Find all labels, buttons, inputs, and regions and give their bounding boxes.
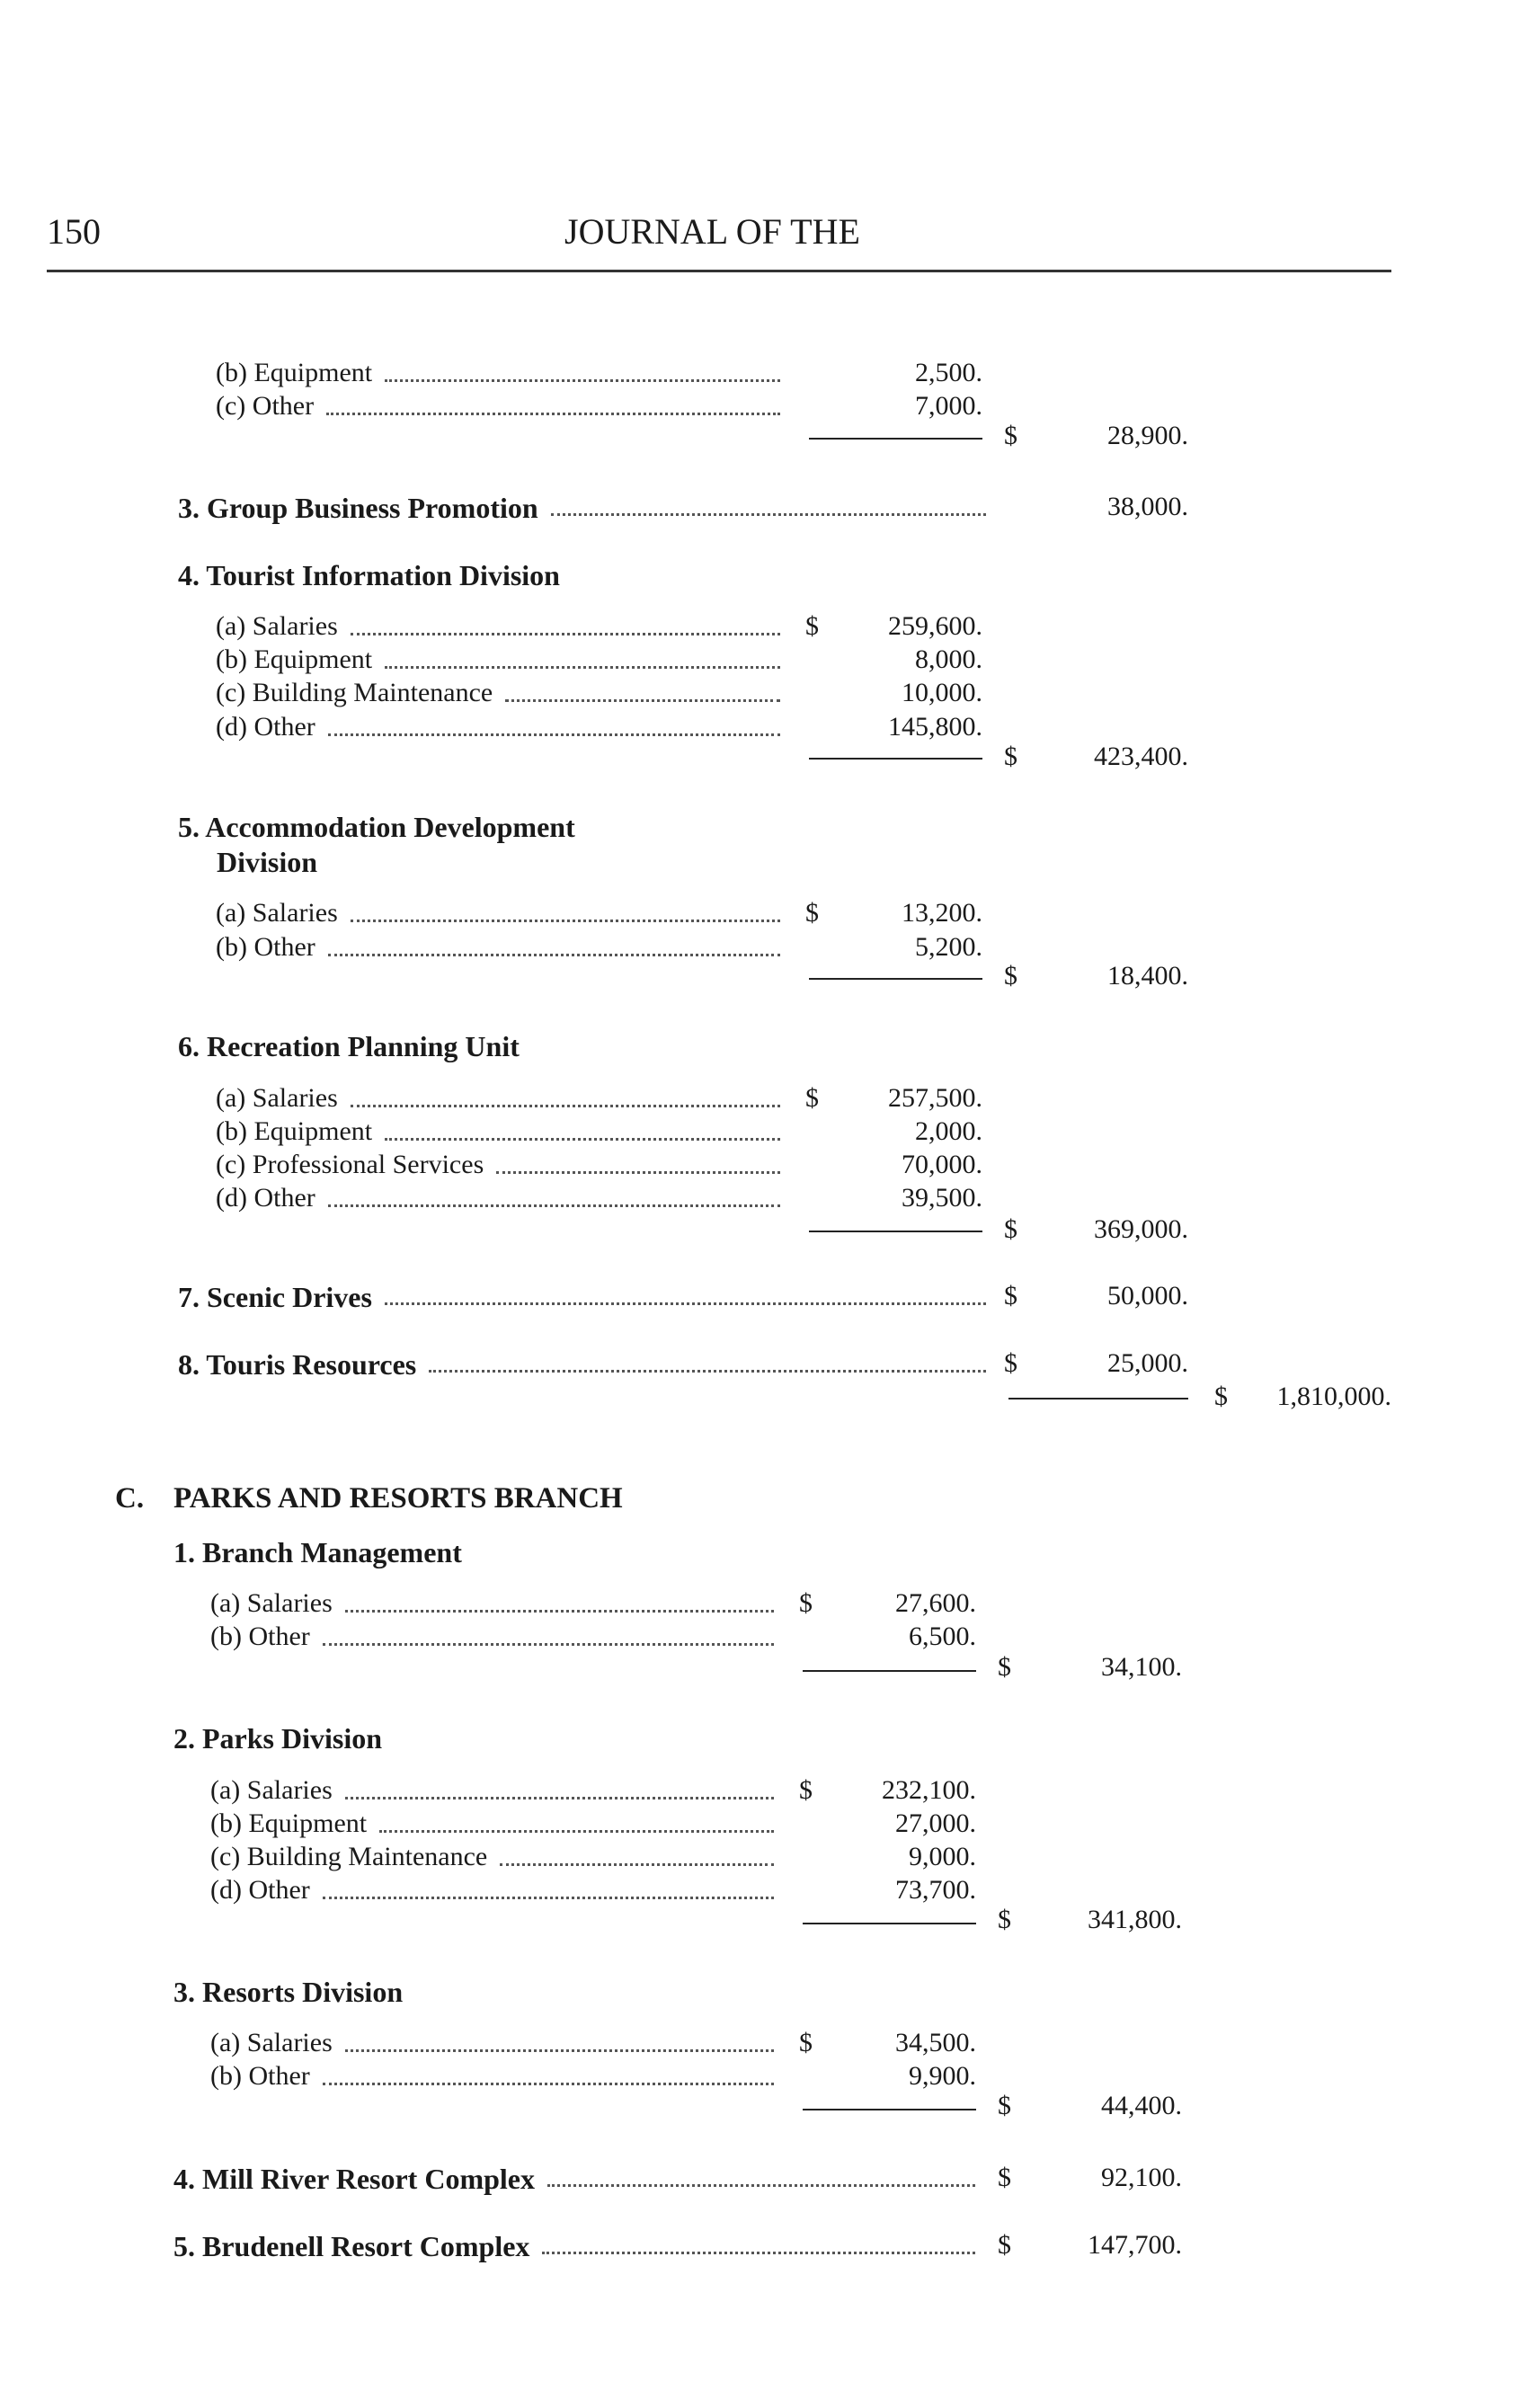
- amount: 34,500.: [895, 2028, 976, 2057]
- subtotal-rule: [803, 1923, 976, 1924]
- amount: 9,900.: [909, 2061, 976, 2091]
- dot-leader: [385, 666, 780, 669]
- subtotal-amount: 34,100.: [1101, 1652, 1182, 1682]
- line-item-label: (b) Equipment: [216, 358, 373, 387]
- currency-symbol: $: [805, 898, 819, 928]
- line-item-label: (d) Other: [216, 1183, 315, 1213]
- line-item-label: (a) Salaries: [210, 1775, 333, 1805]
- currency-symbol: $: [805, 611, 819, 641]
- subtotal-rule: [1008, 1398, 1188, 1399]
- dot-leader: [385, 1138, 780, 1141]
- section-heading: 6. Recreation Planning Unit: [178, 1030, 520, 1062]
- subtotal-rule: [809, 1231, 982, 1232]
- line-item-label: (a) Salaries: [216, 898, 338, 928]
- dot-leader: [385, 1302, 986, 1305]
- subtotal-amount: 28,900.: [1107, 421, 1188, 450]
- section-heading: 4. Tourist Information Division: [178, 559, 560, 591]
- section-heading: Division: [217, 846, 318, 878]
- amount: 257,500.: [888, 1083, 982, 1113]
- amount: 13,200.: [902, 898, 982, 928]
- line-item-label: (b) Equipment: [216, 644, 373, 674]
- amount: 145,800.: [888, 712, 982, 742]
- amount: 73,700.: [895, 1875, 976, 1905]
- currency-symbol: $: [998, 2091, 1011, 2120]
- dot-leader: [379, 1830, 774, 1833]
- section-heading: 3. Group Business Promotion: [178, 492, 538, 524]
- currency-symbol: $: [1004, 1281, 1017, 1311]
- amount: 9,000.: [909, 1842, 976, 1871]
- currency-symbol: $: [799, 1775, 813, 1805]
- amount: 2,000.: [915, 1116, 982, 1146]
- currency-symbol: $: [1004, 1214, 1017, 1244]
- currency-symbol: $: [1214, 1382, 1228, 1411]
- dot-leader: [326, 413, 780, 415]
- currency-symbol: $: [1004, 961, 1017, 991]
- line-item-label: (a) Salaries: [216, 611, 338, 641]
- line-item-label: (c) Building Maintenance: [210, 1842, 488, 1871]
- amount: 7,000.: [915, 391, 982, 421]
- dot-leader: [385, 379, 780, 382]
- page-title: JOURNAL OF THE: [564, 211, 860, 252]
- section-heading: C.: [115, 1482, 145, 1515]
- line-item-label: (d) Other: [216, 712, 315, 742]
- line-item-label: (a) Salaries: [210, 2028, 333, 2057]
- dot-leader: [505, 699, 780, 702]
- dot-leader: [323, 1897, 774, 1899]
- amount: 50,000.: [1107, 1281, 1188, 1311]
- section-heading: 3. Resorts Division: [173, 1976, 404, 2008]
- dot-leader: [551, 513, 986, 516]
- amount: 10,000.: [902, 678, 982, 707]
- subtotal-amount: 423,400.: [1094, 742, 1188, 771]
- amount: 8,000.: [915, 644, 982, 674]
- dot-leader: [345, 1797, 774, 1799]
- subtotal-rule: [803, 1670, 976, 1672]
- dot-leader: [345, 2049, 774, 2052]
- section-heading: 4. Mill River Resort Complex: [173, 2163, 535, 2195]
- currency-symbol: $: [998, 2230, 1011, 2260]
- currency-symbol: $: [799, 2028, 813, 2057]
- subtotal-amount: 341,800.: [1088, 1905, 1182, 1934]
- dot-leader: [351, 920, 780, 922]
- amount: 259,600.: [888, 611, 982, 641]
- subtotal-rule: [809, 758, 982, 760]
- subtotal-rule: [803, 2109, 976, 2110]
- dot-leader: [351, 633, 780, 635]
- dot-leader: [345, 1610, 774, 1613]
- section-heading: 5. Brudenell Resort Complex: [173, 2230, 530, 2262]
- amount: 27,600.: [895, 1588, 976, 1618]
- header-rule: [47, 270, 1391, 272]
- amount: 27,000.: [895, 1808, 976, 1838]
- amount: 70,000.: [902, 1150, 982, 1179]
- dot-leader: [547, 2184, 975, 2187]
- dot-leader: [328, 733, 780, 736]
- dot-leader: [496, 1171, 780, 1174]
- currency-symbol: $: [1004, 421, 1017, 450]
- amount: 147,700.: [1088, 2230, 1182, 2260]
- line-item-label: (a) Salaries: [210, 1588, 333, 1618]
- amount: 92,100.: [1101, 2163, 1182, 2192]
- amount: 25,000.: [1107, 1348, 1188, 1378]
- subtotal-rule: [809, 438, 982, 440]
- dot-leader: [351, 1105, 780, 1107]
- dot-leader: [500, 1863, 774, 1866]
- currency-symbol: $: [998, 1652, 1011, 1682]
- amount: 39,500.: [902, 1183, 982, 1213]
- line-item-label: (c) Building Maintenance: [216, 678, 493, 707]
- amount: 5,200.: [915, 932, 982, 962]
- section-heading: PARKS AND RESORTS BRANCH: [173, 1482, 623, 1515]
- subtotal-amount: 369,000.: [1094, 1214, 1188, 1244]
- line-item-label: (c) Other: [216, 391, 315, 421]
- currency-symbol: $: [1004, 742, 1017, 771]
- subtotal-amount: 1,810,000.: [1276, 1382, 1391, 1411]
- dot-leader: [429, 1370, 986, 1373]
- amount: 2,500.: [915, 358, 982, 387]
- dot-leader: [542, 2252, 975, 2254]
- dot-leader: [323, 1643, 774, 1646]
- line-item-label: (c) Professional Services: [216, 1150, 484, 1179]
- line-item-label: (b) Other: [216, 932, 315, 962]
- currency-symbol: $: [998, 1905, 1011, 1934]
- dot-leader: [323, 2083, 774, 2085]
- line-item-label: (b) Other: [210, 2061, 310, 2091]
- section-heading: 7. Scenic Drives: [178, 1281, 372, 1313]
- line-item-label: (d) Other: [210, 1875, 310, 1905]
- currency-symbol: $: [799, 1588, 813, 1618]
- amount: 6,500.: [909, 1622, 976, 1651]
- currency-symbol: $: [998, 2163, 1011, 2192]
- line-item-label: (b) Other: [210, 1622, 310, 1651]
- subtotal-rule: [809, 978, 982, 980]
- section-heading: 1. Branch Management: [173, 1536, 462, 1568]
- section-heading: 2. Parks Division: [173, 1722, 383, 1755]
- line-item-label: (a) Salaries: [216, 1083, 338, 1113]
- currency-symbol: $: [1004, 1348, 1017, 1378]
- currency-symbol: $: [805, 1083, 819, 1113]
- page-number: 150: [47, 211, 101, 252]
- subtotal-amount: 18,400.: [1107, 961, 1188, 991]
- line-item-label: (b) Equipment: [210, 1808, 368, 1838]
- amount: 38,000.: [1107, 492, 1188, 521]
- dot-leader: [328, 1204, 780, 1207]
- section-heading: 8. Touris Resources: [178, 1348, 417, 1381]
- dot-leader: [328, 954, 780, 956]
- subtotal-amount: 44,400.: [1101, 2091, 1182, 2120]
- section-heading: 5. Accommodation Development: [178, 811, 575, 843]
- amount: 232,100.: [882, 1775, 976, 1805]
- line-item-label: (b) Equipment: [216, 1116, 373, 1146]
